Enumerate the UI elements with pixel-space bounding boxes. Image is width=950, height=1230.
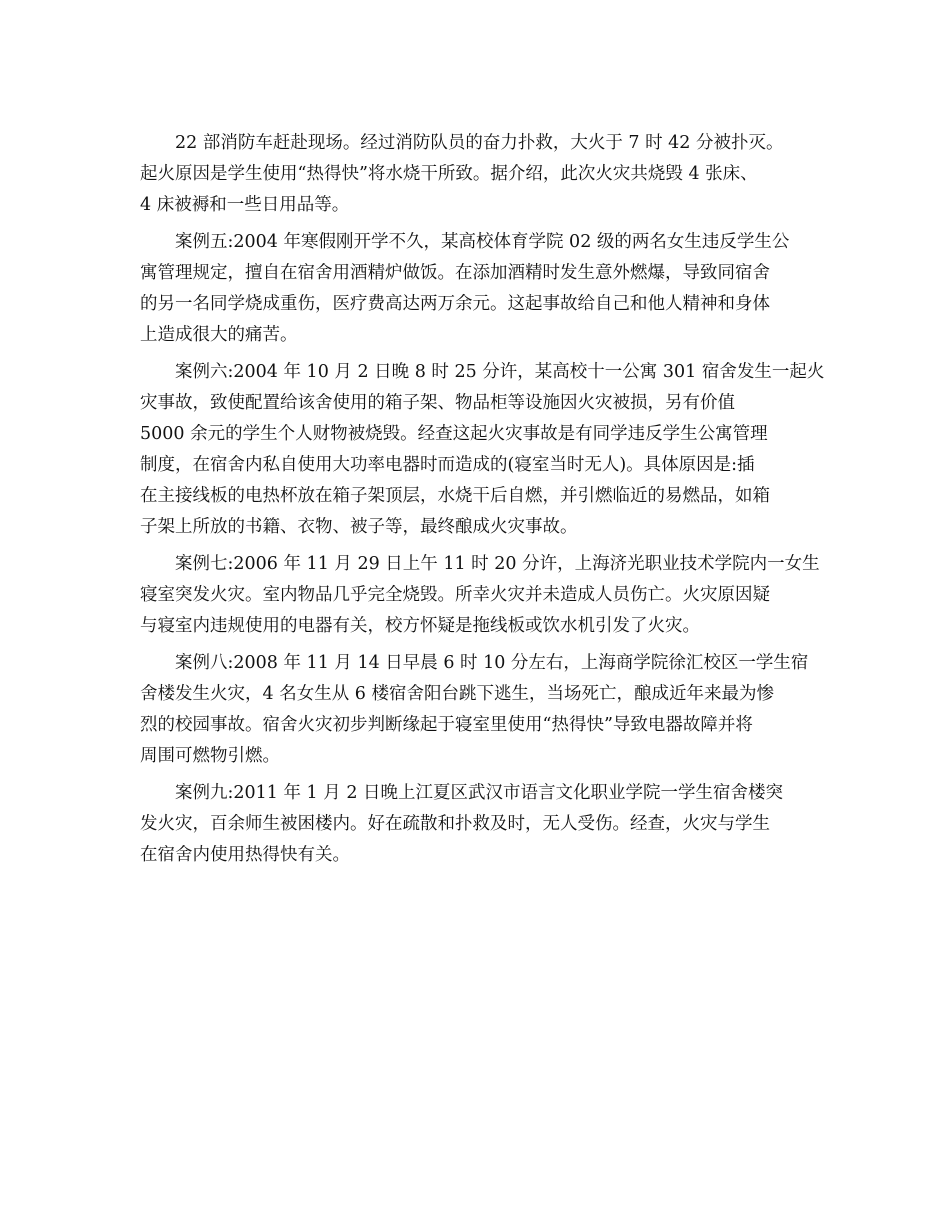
paragraph-case-6	[140, 357, 825, 543]
paragraph-case-5	[140, 227, 820, 351]
text-line: 周围可燃物引燃。	[140, 746, 280, 766]
text-line: 22 部消防车赶赴现场。经过消防队员的奋力扑救，大火于 7 时 42 分被扑灭。	[175, 133, 784, 153]
text-line: 在宿舍内使用热得快有关。	[140, 845, 350, 865]
text-line: 4 床被褥和一些日用品等。	[140, 195, 350, 215]
document-body	[140, 128, 825, 877]
text-line: 灾事故，致使配置给该舍使用的箱子架、物品柜等设施因火灾被损，另有价值	[140, 393, 735, 413]
text-line: 与寝室内违规使用的电器有关，校方怀疑是拖线板或饮水机引发了火灾。	[140, 616, 700, 636]
text-line: 的另一名同学烧成重伤，医疗费高达两万余元。这起事故给自己和他人精神和身体	[140, 294, 770, 314]
text-line: 发火灾，百余师生被困楼内。好在疏散和扑救及时，无人受伤。经查，火灾与学生	[140, 814, 770, 834]
paragraph-case-7	[140, 549, 820, 642]
text-line: 案例八:2008 年 11 月 14 日早晨 6 时 10 分左右，上海商学院徐汇校区一学生宿	[175, 653, 809, 673]
paragraph-1	[140, 128, 820, 221]
text-line: 制度，在宿舍内私自使用大功率电器时而造成的(寝室当时无人)。具体原因是:插	[140, 455, 755, 475]
paragraph-case-9	[140, 778, 820, 871]
text-line: 案例五:2004 年寒假刚开学不久，某高校体育学院 02 级的两名女生违反学生公	[175, 232, 790, 252]
text-line: 案例九:2011 年 1 月 2 日晚上江夏区武汉市语言文化职业学院一学生宿舍楼突	[175, 783, 784, 803]
text-line: 案例七:2006 年 11 月 29 日上午 11 时 20 分许，上海济光职业技术学院内一女生	[175, 554, 820, 574]
text-line: 案例六:2004 年 10 月 2 日晚 8 时 25 分许，某高校十一公寓 301 宿舍发生一起火	[175, 362, 825, 382]
text-line: 寝室突发火灾。室内物品几乎完全烧毁。所幸火灾并未造成人员伤亡。火灾原因疑	[140, 585, 770, 605]
paragraph-case-8	[140, 648, 820, 772]
text-line: 舍楼发生火灾，4 名女生从 6 楼宿舍阳台跳下逃生，当场死亡，酿成近年来最为惨	[140, 684, 774, 704]
text-line: 起火原因是学生使用“热得快”将水烧干所致。据介绍，此次火灾共烧毁 4 张床、	[140, 164, 758, 184]
text-line: 寓管理规定，擅自在宿舍用酒精炉做饭。在添加酒精时发生意外燃爆，导致同宿舍	[140, 263, 770, 283]
text-line: 烈的校园事故。宿舍火灾初步判断缘起于寝室里使用“热得快”导致电器故障并将	[140, 715, 753, 735]
text-line: 在主接线板的电热杯放在箱子架顶层，水烧干后自燃，并引燃临近的易燃品，如箱	[140, 486, 770, 506]
text-line: 5000 余元的学生个人财物被烧毁。经查这起火灾事故是有同学违反学生公寓管理	[140, 424, 768, 444]
text-line: 子架上所放的书籍、衣物、被子等，最终酿成火灾事故。	[140, 517, 578, 537]
text-line: 上造成很大的痛苦。	[140, 325, 298, 345]
